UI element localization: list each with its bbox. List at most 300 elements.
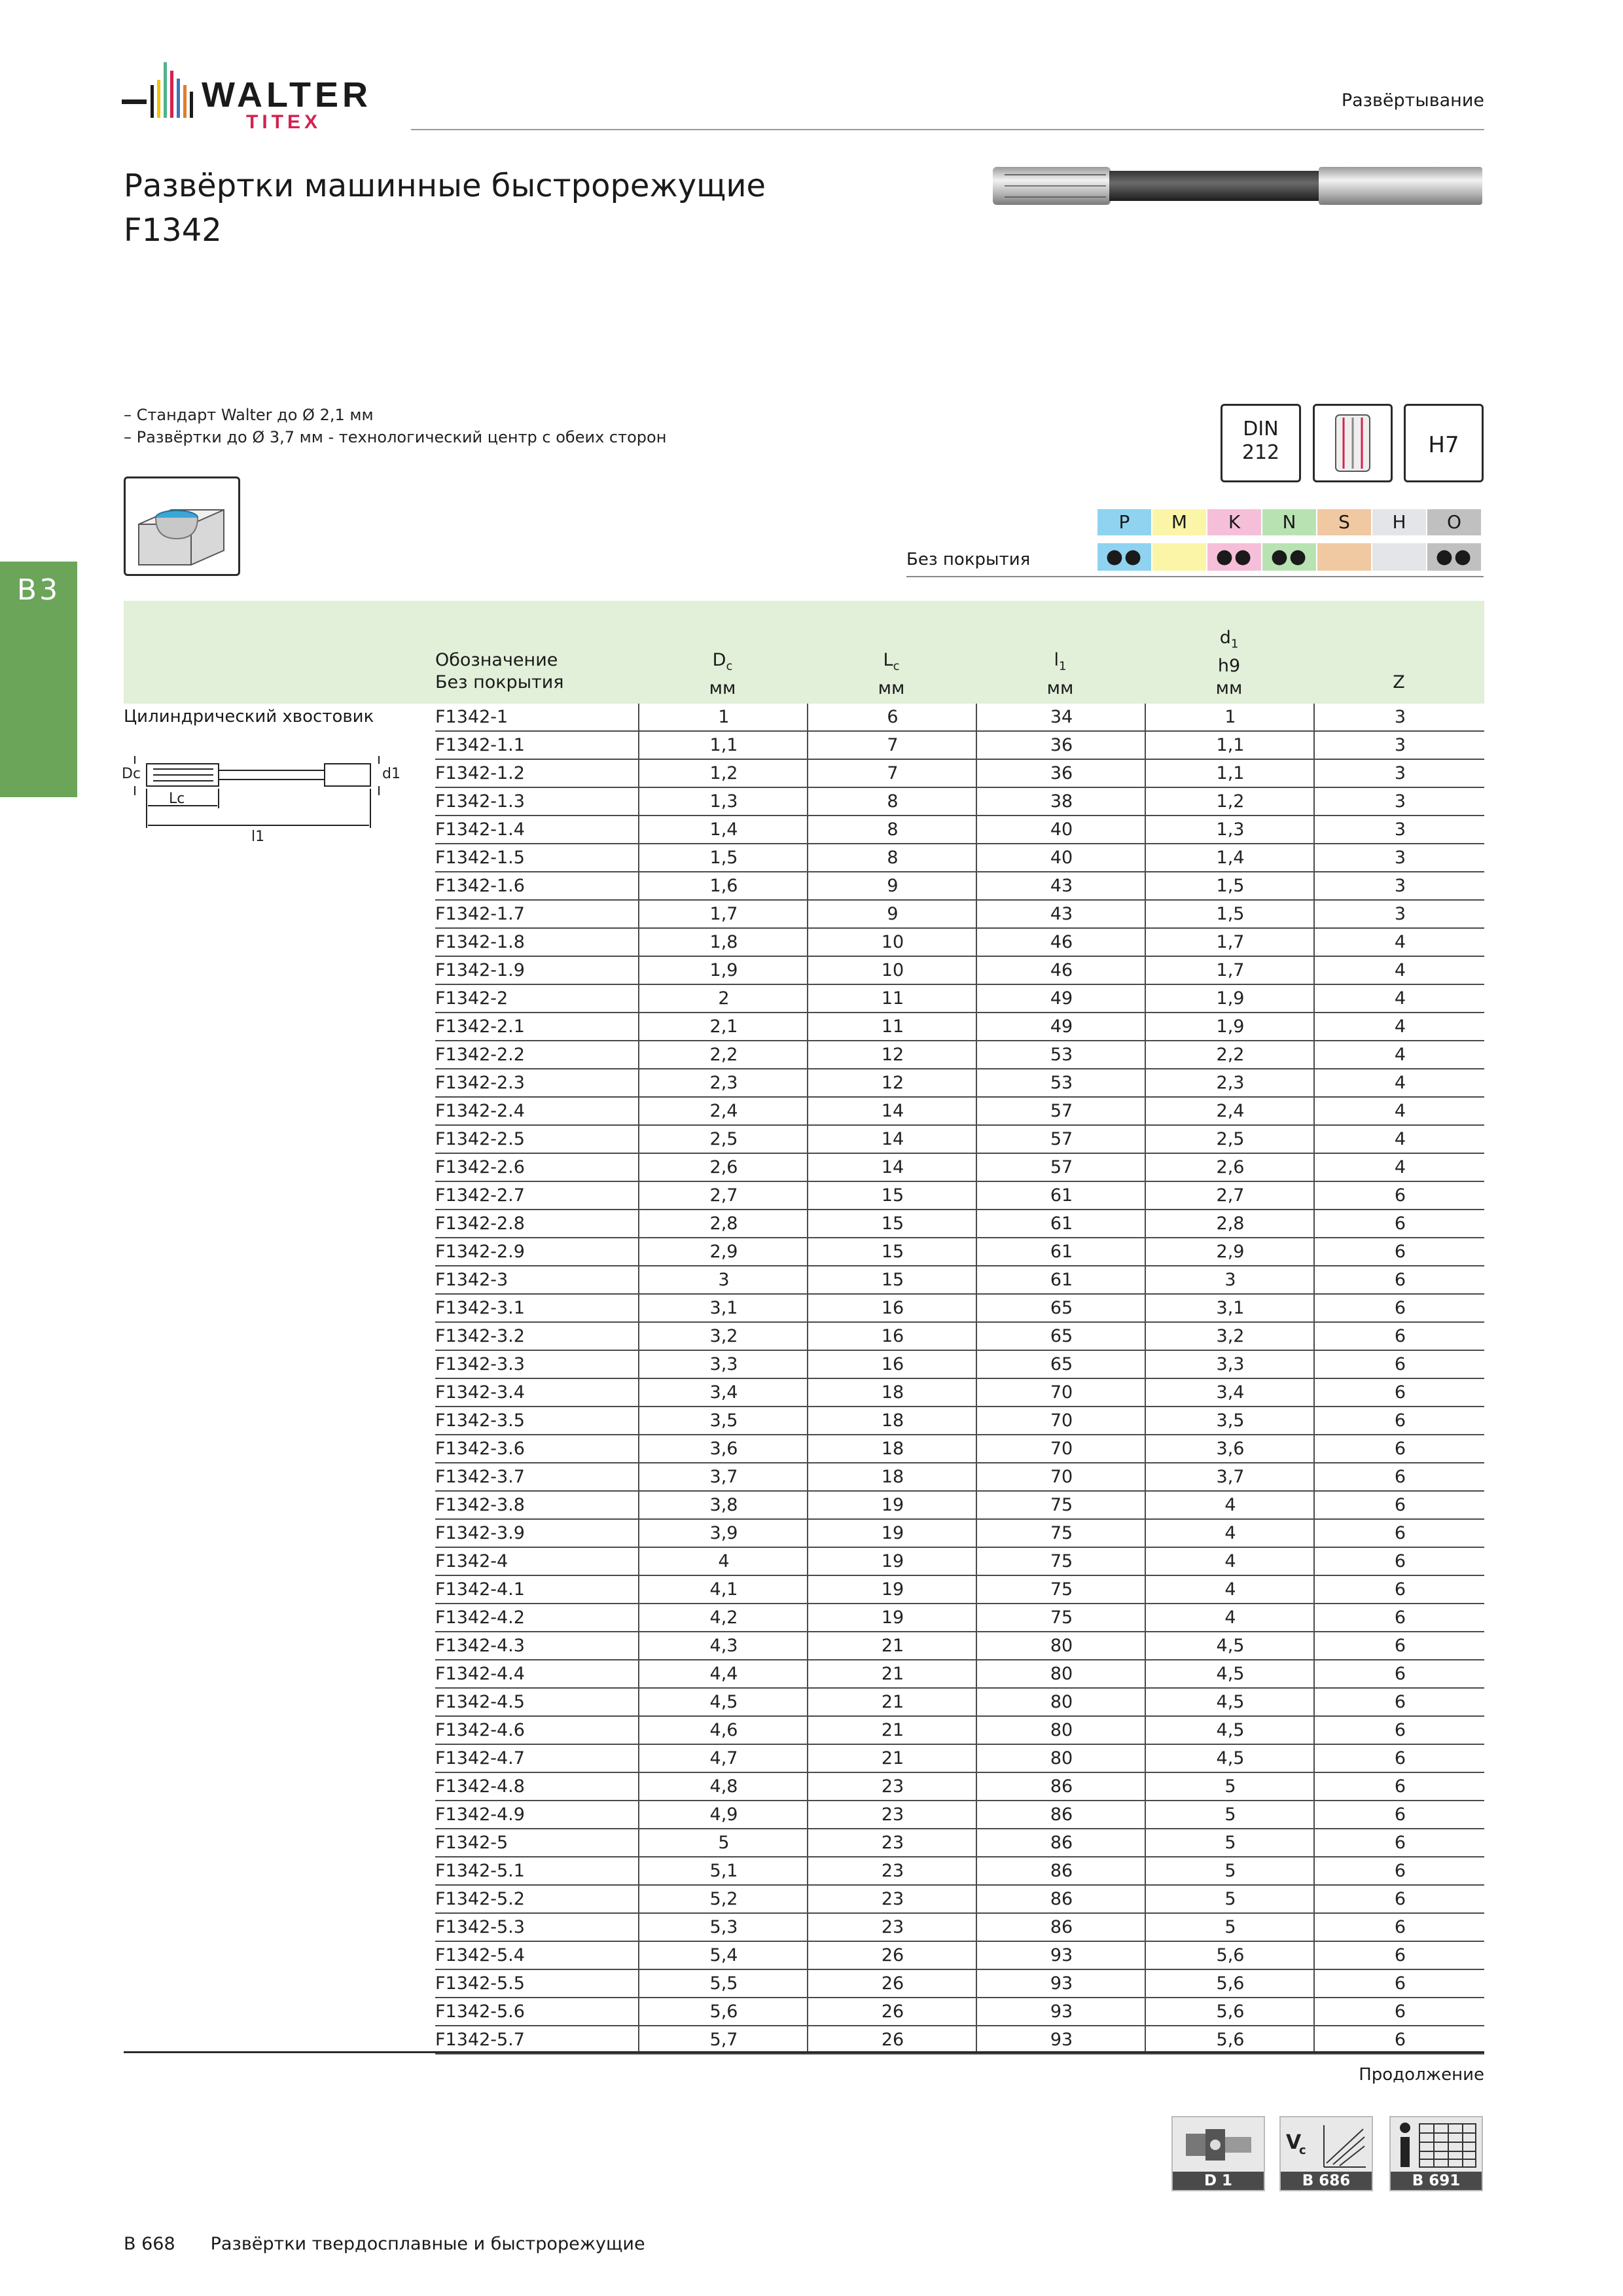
- cell-l1: 75: [976, 1576, 1146, 1603]
- cell-z: 6: [1313, 1351, 1486, 1378]
- cell-l1: 49: [976, 985, 1146, 1012]
- cell-dc: 4,8: [638, 1773, 808, 1800]
- cell-lc: 19: [807, 1604, 977, 1631]
- cell-lc: 8: [807, 816, 977, 843]
- cell-designation: F1342-1: [435, 707, 508, 727]
- straight-flute-badge: [1313, 404, 1393, 482]
- material-group-s: S: [1317, 509, 1371, 535]
- cell-dc: 1,5: [638, 844, 808, 871]
- cell-designation: F1342-1.8: [435, 932, 525, 952]
- cell-l1: 93: [976, 1998, 1146, 2025]
- cell-designation: F1342-2.3: [435, 1073, 525, 1093]
- cell-lc: 15: [807, 1266, 977, 1293]
- cell-designation: F1342-4.2: [435, 1607, 525, 1628]
- cell-l1: 38: [976, 788, 1146, 815]
- table-row: [435, 704, 1484, 732]
- tolerance-badge: H7: [1404, 404, 1484, 482]
- cell-designation: F1342-4.8: [435, 1776, 525, 1797]
- cell-l1: 70: [976, 1407, 1146, 1434]
- material-suitability-n: ●●: [1262, 543, 1316, 571]
- unit-label: мм: [1215, 678, 1243, 699]
- cell-z: 6: [1313, 1210, 1486, 1237]
- cell-dc: 1,2: [638, 760, 808, 787]
- table-row: [435, 1351, 1484, 1379]
- cell-lc: 14: [807, 1098, 977, 1124]
- d1-symbol: d: [1219, 628, 1231, 648]
- cell-l1: 86: [976, 1801, 1146, 1828]
- material-suitability-s: [1317, 543, 1371, 571]
- cell-designation: F1342-3.2: [435, 1326, 525, 1346]
- cell-d1: 2,2: [1145, 1041, 1315, 1068]
- table-row: [435, 1548, 1484, 1576]
- cell-l1: 49: [976, 1013, 1146, 1040]
- cell-l1: 53: [976, 1069, 1146, 1096]
- cell-d1: 4: [1145, 1520, 1315, 1547]
- cell-designation: F1342-4.1: [435, 1579, 525, 1600]
- cell-designation: F1342-1.7: [435, 904, 525, 924]
- cell-lc: 19: [807, 1492, 977, 1518]
- cell-d1: 2,9: [1145, 1238, 1315, 1265]
- cell-l1: 80: [976, 1745, 1146, 1772]
- cell-l1: 80: [976, 1689, 1146, 1715]
- cell-d1: 1,3: [1145, 816, 1315, 843]
- cell-designation: F1342-3: [435, 1270, 508, 1290]
- cell-l1: 43: [976, 872, 1146, 899]
- table-row: [435, 1323, 1484, 1351]
- reamer-dimension-drawing: [122, 756, 403, 854]
- table-row: [435, 1660, 1484, 1689]
- table-row: [435, 1745, 1484, 1773]
- cell-lc: 15: [807, 1210, 977, 1237]
- cell-z: 6: [1313, 1660, 1486, 1687]
- cell-l1: 70: [976, 1379, 1146, 1406]
- cell-d1: 1,1: [1145, 760, 1315, 787]
- cell-d1: 1,5: [1145, 872, 1315, 899]
- cell-d1: 1,2: [1145, 788, 1315, 815]
- cell-designation: F1342-4: [435, 1551, 508, 1571]
- table-row: [435, 1407, 1484, 1435]
- cell-l1: 75: [976, 1520, 1146, 1547]
- table-row: [435, 929, 1484, 957]
- cell-dc: 4,5: [638, 1689, 808, 1715]
- cell-z: 6: [1313, 1520, 1486, 1547]
- cell-dc: 1: [638, 704, 808, 730]
- cell-designation: F1342-5.5: [435, 1973, 525, 1994]
- cell-l1: 61: [976, 1210, 1146, 1237]
- l1-dim-label: l1: [251, 829, 265, 845]
- cell-d1: 1,5: [1145, 901, 1315, 927]
- cell-l1: 86: [976, 1829, 1146, 1856]
- cell-l1: 93: [976, 1942, 1146, 1969]
- cell-l1: 93: [976, 1970, 1146, 1997]
- cell-d1: 5: [1145, 1914, 1315, 1941]
- cell-d1: 4,5: [1145, 1632, 1315, 1659]
- cell-l1: 93: [976, 2026, 1146, 2053]
- cell-dc: 3,8: [638, 1492, 808, 1518]
- cell-lc: 21: [807, 1660, 977, 1687]
- cell-d1: 5,6: [1145, 1970, 1315, 1997]
- cell-lc: 10: [807, 929, 977, 956]
- cell-l1: 36: [976, 760, 1146, 787]
- cell-designation: F1342-5.7: [435, 2030, 525, 2050]
- cell-lc: 21: [807, 1689, 977, 1715]
- cell-dc: 1,1: [638, 732, 808, 759]
- cell-dc: 2,9: [638, 1238, 808, 1265]
- cell-l1: 65: [976, 1323, 1146, 1350]
- cell-z: 4: [1313, 957, 1486, 984]
- din-standard-badge: [1221, 404, 1301, 482]
- cell-d1: 1: [1145, 704, 1315, 730]
- cell-z: 3: [1313, 732, 1486, 759]
- page-title: [124, 164, 766, 253]
- table-bottom-rule: [124, 2051, 1484, 2053]
- cell-dc: 5,3: [638, 1914, 808, 1941]
- cell-lc: 23: [807, 1914, 977, 1941]
- table-row: [435, 1379, 1484, 1407]
- cell-lc: 16: [807, 1295, 977, 1321]
- cell-l1: 75: [976, 1548, 1146, 1575]
- cell-l1: 46: [976, 929, 1146, 956]
- cell-z: 3: [1313, 901, 1486, 927]
- cell-z: 3: [1313, 844, 1486, 871]
- cell-z: 6: [1313, 1182, 1486, 1209]
- material-group-p: P: [1097, 509, 1151, 535]
- cell-z: 6: [1313, 1238, 1486, 1265]
- cell-l1: 80: [976, 1660, 1146, 1687]
- table-row: [435, 760, 1484, 788]
- cell-z: 6: [1313, 1576, 1486, 1603]
- feature-notes: [124, 404, 666, 448]
- cell-designation: F1342-2.8: [435, 1213, 525, 1234]
- cell-z: 6: [1313, 1407, 1486, 1434]
- cell-dc: 2,2: [638, 1041, 808, 1068]
- cell-dc: 2,4: [638, 1098, 808, 1124]
- cell-designation: F1342-5.1: [435, 1861, 525, 1881]
- table-row: [435, 1829, 1484, 1857]
- table-row: [435, 2026, 1484, 2054]
- cell-designation: F1342-4.4: [435, 1664, 525, 1684]
- cell-lc: 10: [807, 957, 977, 984]
- cell-designation: F1342-3.7: [435, 1467, 525, 1487]
- table-row: [435, 1801, 1484, 1829]
- reference-label: D 1: [1173, 2172, 1264, 2190]
- cell-lc: 18: [807, 1463, 977, 1490]
- cell-designation: F1342-2.2: [435, 1045, 525, 1065]
- table-row: [435, 1717, 1484, 1745]
- cell-l1: 61: [976, 1266, 1146, 1293]
- table-row: [435, 816, 1484, 844]
- dc-symbol: D: [712, 650, 726, 670]
- logo-walter-text: WALTER: [202, 75, 372, 115]
- lc-symbol: L: [883, 650, 893, 670]
- table-row: [435, 1773, 1484, 1801]
- continued-label: Продолжение: [1359, 2065, 1484, 2085]
- cell-z: 6: [1313, 1773, 1486, 1800]
- cell-lc: 15: [807, 1238, 977, 1265]
- cell-l1: 61: [976, 1238, 1146, 1265]
- cell-z: 6: [1313, 1689, 1486, 1715]
- reaming-operation-icon: [126, 478, 238, 574]
- cell-d1: 1,9: [1145, 985, 1315, 1012]
- cell-lc: 21: [807, 1632, 977, 1659]
- cell-lc: 15: [807, 1182, 977, 1209]
- table-row: [435, 901, 1484, 929]
- table-row: [435, 1689, 1484, 1717]
- cell-dc: 1,3: [638, 788, 808, 815]
- material-suitability-h: [1372, 543, 1426, 571]
- cell-d1: 3,7: [1145, 1463, 1315, 1490]
- cell-d1: 3,2: [1145, 1323, 1315, 1350]
- cell-l1: 57: [976, 1154, 1146, 1181]
- material-group-k: K: [1207, 509, 1261, 535]
- din-label: DIN: [1243, 418, 1279, 440]
- cell-l1: 57: [976, 1126, 1146, 1153]
- cell-d1: 4,5: [1145, 1745, 1315, 1772]
- material-group-o: O: [1427, 509, 1481, 535]
- table-row: [435, 1154, 1484, 1182]
- cell-z: 6: [1313, 1492, 1486, 1518]
- svg-text:V: V: [1286, 2131, 1302, 2154]
- cell-lc: 18: [807, 1435, 977, 1462]
- cell-d1: 3,6: [1145, 1435, 1315, 1462]
- cell-dc: 1,4: [638, 816, 808, 843]
- cell-l1: 40: [976, 816, 1146, 843]
- table-row: [435, 1126, 1484, 1154]
- cell-l1: 86: [976, 1886, 1146, 1912]
- cell-dc: 2,3: [638, 1069, 808, 1096]
- cell-lc: 16: [807, 1351, 977, 1378]
- col-header-d1: [1145, 627, 1313, 700]
- cell-z: 6: [1313, 1942, 1486, 1969]
- cell-z: 4: [1313, 1154, 1486, 1181]
- unit-label: мм: [709, 678, 736, 699]
- d1-subscript: 1: [1230, 637, 1239, 651]
- cell-dc: 5,4: [638, 1942, 808, 1969]
- table-row: [435, 844, 1484, 872]
- cell-dc: 3,4: [638, 1379, 808, 1406]
- cell-dc: 2: [638, 985, 808, 1012]
- din-number: 212: [1241, 441, 1280, 464]
- cell-l1: 53: [976, 1041, 1146, 1068]
- cell-designation: F1342-4.3: [435, 1636, 525, 1656]
- cell-d1: 5,6: [1145, 2026, 1315, 2053]
- cell-lc: 8: [807, 788, 977, 815]
- cell-designation: F1342-3.4: [435, 1382, 525, 1403]
- table-row: [435, 1041, 1484, 1069]
- cell-d1: 2,3: [1145, 1069, 1315, 1096]
- cell-l1: 75: [976, 1492, 1146, 1518]
- cell-z: 6: [1313, 1548, 1486, 1575]
- cell-designation: F1342-4.6: [435, 1720, 525, 1740]
- table-row: [435, 1942, 1484, 1970]
- cell-lc: 19: [807, 1548, 977, 1575]
- cell-dc: 2,1: [638, 1013, 808, 1040]
- cell-dc: 1,9: [638, 957, 808, 984]
- lc-subscript: c: [893, 659, 900, 673]
- walter-titex-logo: [122, 59, 403, 131]
- cell-lc: 9: [807, 872, 977, 899]
- cell-lc: 12: [807, 1069, 977, 1096]
- cell-z: 4: [1313, 1041, 1486, 1068]
- cell-dc: 1,8: [638, 929, 808, 956]
- d1-dim-label: d1: [382, 766, 401, 782]
- cell-dc: 4,7: [638, 1745, 808, 1772]
- reference-tool-holder[interactable]: [1171, 2116, 1265, 2191]
- cell-z: 3: [1313, 704, 1486, 730]
- cell-z: 6: [1313, 2026, 1486, 2053]
- cell-z: 3: [1313, 816, 1486, 843]
- unit-label: мм: [1046, 678, 1074, 699]
- title-line1: Развёртки машинные быстрорежущие: [124, 168, 766, 204]
- cell-designation: F1342-1.1: [435, 735, 525, 755]
- reference-info[interactable]: [1389, 2116, 1483, 2191]
- cell-dc: 3: [638, 1266, 808, 1293]
- cell-d1: 5: [1145, 1773, 1315, 1800]
- cell-dc: 5,7: [638, 2026, 808, 2053]
- cell-designation: F1342-1.2: [435, 763, 525, 783]
- cell-l1: 46: [976, 957, 1146, 984]
- operation-badge: [124, 476, 240, 576]
- cell-dc: 1,6: [638, 872, 808, 899]
- cell-lc: 6: [807, 704, 977, 730]
- cell-z: 6: [1313, 1801, 1486, 1828]
- cell-d1: 4: [1145, 1548, 1315, 1575]
- cell-d1: 3,4: [1145, 1379, 1315, 1406]
- table-row: [435, 732, 1484, 760]
- product-table-body: [435, 704, 1484, 2054]
- cell-d1: 2,7: [1145, 1182, 1315, 1209]
- cell-d1: 4: [1145, 1604, 1315, 1631]
- cell-designation: F1342-3.9: [435, 1523, 525, 1543]
- table-row: [435, 1604, 1484, 1632]
- cell-lc: 23: [807, 1886, 977, 1912]
- cell-designation: F1342-2.1: [435, 1016, 525, 1037]
- cell-dc: 5,6: [638, 1998, 808, 2025]
- col-header-l1: [976, 649, 1145, 700]
- d1-tolerance: h9: [1217, 656, 1241, 677]
- cell-z: 4: [1313, 1013, 1486, 1040]
- lc-dim-label: Lc: [169, 791, 185, 807]
- cell-l1: 80: [976, 1717, 1146, 1744]
- designation-label: Обозначение: [435, 650, 558, 670]
- dc-dim-label: Dc: [122, 766, 141, 782]
- cell-d1: 2,5: [1145, 1126, 1315, 1153]
- cell-d1: 1,4: [1145, 844, 1315, 871]
- cell-d1: 2,8: [1145, 1210, 1315, 1237]
- cell-z: 6: [1313, 1998, 1486, 2025]
- cell-designation: F1342-5.3: [435, 1917, 525, 1937]
- chapter-title: Развёртки твердосплавные и быстрорежущие: [210, 2234, 645, 2254]
- cell-designation: F1342-2: [435, 988, 508, 1009]
- cell-designation: F1342-4.9: [435, 1804, 525, 1825]
- cell-dc: 5,1: [638, 1857, 808, 1884]
- cell-lc: 11: [807, 985, 977, 1012]
- cell-designation: F1342-1.5: [435, 848, 525, 868]
- section-name: Развёртывание: [1341, 90, 1484, 111]
- table-row: [435, 1520, 1484, 1548]
- cell-z: 6: [1313, 1379, 1486, 1406]
- cell-lc: 26: [807, 1970, 977, 1997]
- cell-z: 6: [1313, 1295, 1486, 1321]
- cell-dc: 4,1: [638, 1576, 808, 1603]
- cell-dc: 5: [638, 1829, 808, 1856]
- cell-designation: F1342-2.9: [435, 1242, 525, 1262]
- cell-dc: 2,8: [638, 1210, 808, 1237]
- cell-designation: F1342-2.4: [435, 1101, 525, 1121]
- cell-z: 6: [1313, 1323, 1486, 1350]
- cell-d1: 5: [1145, 1886, 1315, 1912]
- cell-l1: 80: [976, 1632, 1146, 1659]
- cell-l1: 43: [976, 901, 1146, 927]
- cell-dc: 3,3: [638, 1351, 808, 1378]
- table-row: [435, 1998, 1484, 2026]
- cell-designation: F1342-1.6: [435, 876, 525, 896]
- cell-lc: 16: [807, 1323, 977, 1350]
- cell-d1: 1,9: [1145, 1013, 1315, 1040]
- cell-designation: F1342-4.7: [435, 1748, 525, 1768]
- svg-text:c: c: [1299, 2144, 1306, 2157]
- reference-cutting-data[interactable]: [1279, 2116, 1373, 2191]
- material-group-m: M: [1152, 509, 1206, 535]
- cell-lc: 21: [807, 1717, 977, 1744]
- table-row: [435, 872, 1484, 901]
- cell-d1: 1,7: [1145, 929, 1315, 956]
- page-number: B 668: [124, 2234, 175, 2254]
- cell-designation: F1342-3.6: [435, 1439, 525, 1459]
- cell-l1: 57: [976, 1098, 1146, 1124]
- cell-dc: 3,7: [638, 1463, 808, 1490]
- coating-label: Без покрытия: [906, 550, 1031, 569]
- table-row: [435, 1295, 1484, 1323]
- cell-z: 4: [1313, 929, 1486, 956]
- cell-z: 6: [1313, 1717, 1486, 1744]
- cell-dc: 4,6: [638, 1717, 808, 1744]
- info-table-icon: [1391, 2117, 1482, 2173]
- material-suitability-p: ●●: [1097, 543, 1151, 571]
- cell-dc: 2,5: [638, 1126, 808, 1153]
- cell-designation: F1342-4.5: [435, 1692, 525, 1712]
- cell-dc: 2,7: [638, 1182, 808, 1209]
- cell-designation: F1342-2.5: [435, 1129, 525, 1149]
- cell-d1: 2,6: [1145, 1154, 1315, 1181]
- cell-designation: F1342-1.4: [435, 819, 525, 840]
- cell-z: 3: [1313, 788, 1486, 815]
- table-header: [124, 601, 1484, 704]
- cell-lc: 23: [807, 1829, 977, 1856]
- reference-label: B 691: [1391, 2172, 1482, 2190]
- cutting-speed-chart-icon: [1281, 2117, 1372, 2173]
- cell-lc: 19: [807, 1576, 977, 1603]
- cell-l1: 40: [976, 844, 1146, 871]
- table-row: [435, 1857, 1484, 1886]
- material-suitability-m: [1152, 543, 1206, 571]
- cell-designation: F1342-1.9: [435, 960, 525, 980]
- cell-z: 6: [1313, 1604, 1486, 1631]
- col-header-z: Z: [1393, 672, 1405, 692]
- cell-dc: 4,9: [638, 1801, 808, 1828]
- table-row: [435, 788, 1484, 816]
- cell-l1: 70: [976, 1463, 1146, 1490]
- table-row: [435, 1266, 1484, 1295]
- title-line2: F1342: [124, 212, 222, 249]
- cell-z: 3: [1313, 760, 1486, 787]
- cell-z: 6: [1313, 1435, 1486, 1462]
- cell-lc: 26: [807, 1942, 977, 1969]
- cell-lc: 23: [807, 1773, 977, 1800]
- cell-dc: 3,5: [638, 1407, 808, 1434]
- cell-lc: 23: [807, 1801, 977, 1828]
- note-item: – Развёртки до Ø 3,7 мм - технологический центр с обеих сторон: [124, 428, 667, 446]
